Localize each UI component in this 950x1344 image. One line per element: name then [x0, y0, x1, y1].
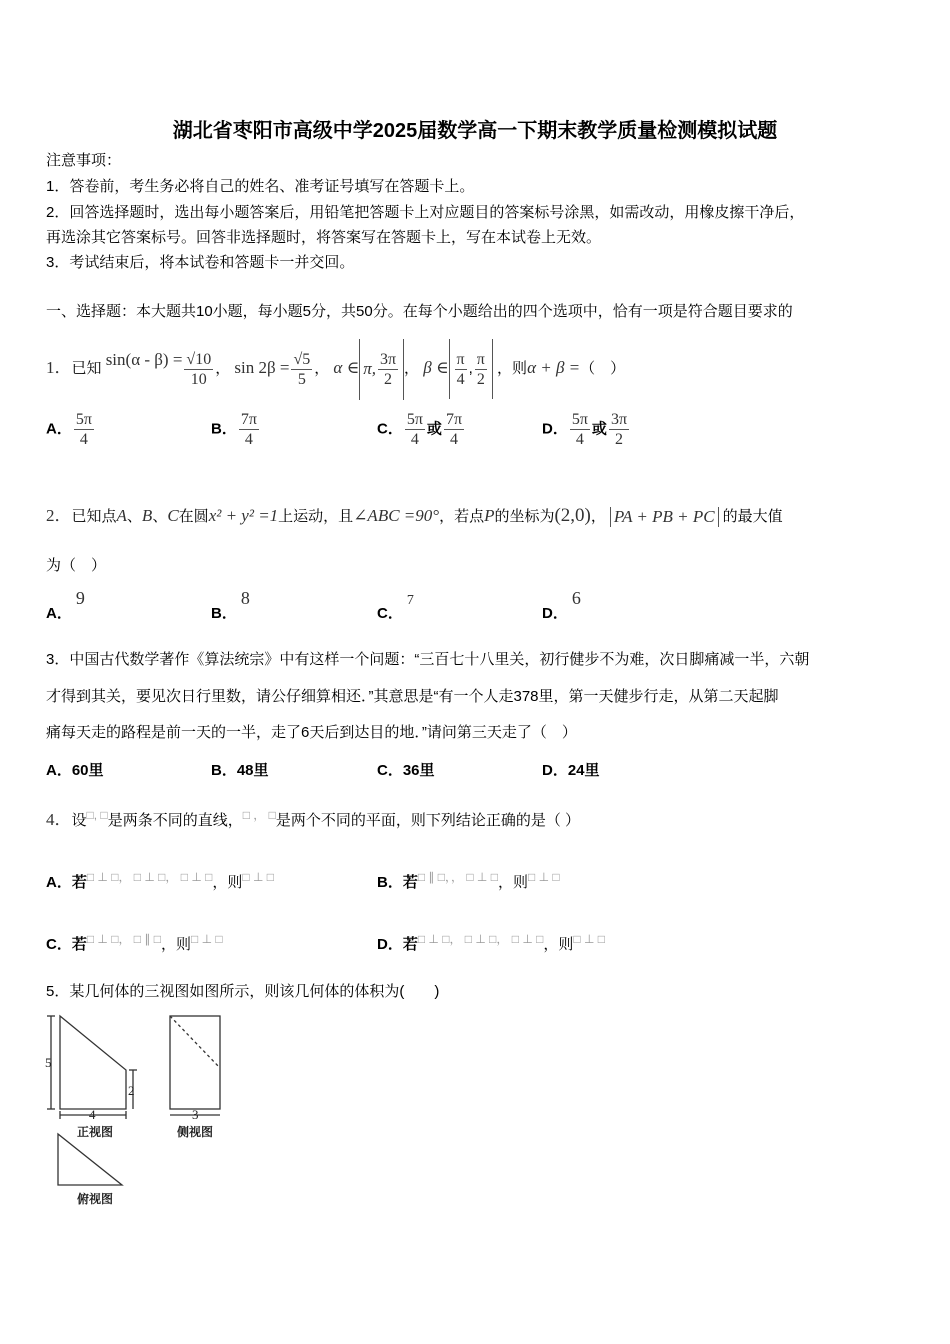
note-item: 再选涂其它答案标号。回答非选择题时，将答案写在答题卡上，写在本试卷上无效。	[46, 229, 602, 246]
three-view-figure	[44, 1010, 234, 1215]
page-title: 湖北省枣阳市高级中学2025届数学高一下期末教学质量检测模拟试题	[172, 120, 778, 142]
q1-option-d: D． $\frac{5\pi}{4}$ 或 $\frac{3\pi}{2}$	[542, 411, 628, 448]
top-view-label: 俯视图	[77, 1192, 114, 1206]
dim-4: 4	[89, 1107, 96, 1122]
top-view-shape	[58, 1134, 122, 1185]
q2-option-c: C．7	[377, 593, 414, 622]
question-1: 1．已知 sin(α - β) = $\frac{√10}{10}$ ， sin 2β = $\frac{√5}{5}$ ， α ∈ π, $\frac{3\pi}{2}$ ， β ∈ $\frac{\pi}{4}$ , $\frac{\pi}{2}$ ，则α + β =（ ）	[46, 330, 625, 400]
side-view-shape	[170, 1016, 220, 1109]
side-view-label: 侧视图	[177, 1125, 214, 1139]
note-item: 2．回答选择题时，选出每小题答案后，用铅笔把答题卡上对应题目的答案标号涂黑，如需改动，用橡皮擦干净后，	[46, 204, 805, 221]
section-heading: 一、选择题：本大题共10小题，每小题5分，共50分。在每个小题给出的四个选项中，恰有一项是符合题目要求的	[46, 303, 793, 320]
q1-option-c: C． $\frac{5\pi}{4}$ 或 $\frac{7\pi}{4}$	[377, 411, 463, 448]
q3-option-d: D．24里	[542, 762, 600, 779]
question-4: 4．设□, □是两条不同的直线，□ ， □是两个不同的平面，则下列结论正确的是（ ）	[46, 808, 581, 829]
q3-option-a: A．60里	[46, 762, 104, 779]
q1-option-a: A． $\frac{5\pi}{4}$	[46, 411, 92, 448]
note-item: 3．考试结束后，将本试卷和答题卡一并交回。	[46, 254, 355, 271]
front-view-shape	[60, 1016, 126, 1109]
q2-option-b: B．8	[211, 588, 250, 622]
dim-2: 2	[128, 1083, 135, 1098]
q4-option-d: D．若□ ⊥ □， □ ⊥ □， □ ⊥ □，则□ ⊥ □	[377, 932, 606, 953]
q2-option-a: A．9	[46, 588, 85, 622]
q2-option-d: D．6	[542, 588, 581, 622]
q4-option-c: C．若□ ⊥ □， □ ∥ □，则□ ⊥ □	[46, 932, 223, 953]
question-2: 2．已知点A、B、C在圆x² + y² =1上运动，且∠ABC =90°，若点P的坐标为(2,0)， PA + PB + PC 的最大值	[46, 505, 783, 527]
question-3-line: 痛每天走的路程是前一天的一半，走了6天后到达目的地．”请问第三天走了（ ）	[46, 724, 577, 741]
notes-heading: 注意事项：	[46, 152, 122, 169]
dim-5: 5	[45, 1055, 52, 1070]
q4-option-b: B．若□ ∥ □，， □ ⊥ □，则□ ⊥ □	[377, 870, 560, 891]
q3-option-b: B．48里	[211, 762, 269, 779]
question-2-line2: 为（ ）	[46, 557, 107, 574]
question-5: 5．某几何体的三视图如图所示，则该几何体的体积为( )	[46, 983, 440, 1000]
dim-3: 3	[192, 1107, 199, 1122]
question-3-line: 3．中国古代数学著作《算法统宗》中有这样一个问题：“三百七十八里关，初行健步不为难，次日脚痛减一半，六朝	[46, 651, 810, 668]
question-3-line: 才得到其关，要见次日行里数，请公仔细算相还．”其意思是“有一个人走378里，第一天健步行走，从第二天起脚	[46, 688, 779, 705]
q1-option-b: B． $\frac{7\pi}{4}$	[211, 411, 257, 448]
front-view-label: 正视图	[77, 1125, 114, 1139]
q3-option-c: C．36里	[377, 762, 435, 779]
note-item: 1．答卷前，考生务必将自己的姓名、准考证号填写在答题卡上。	[46, 178, 475, 195]
q4-option-a: A．若□ ⊥ □， □ ⊥ □， □ ⊥ □，则□ ⊥ □	[46, 870, 275, 891]
